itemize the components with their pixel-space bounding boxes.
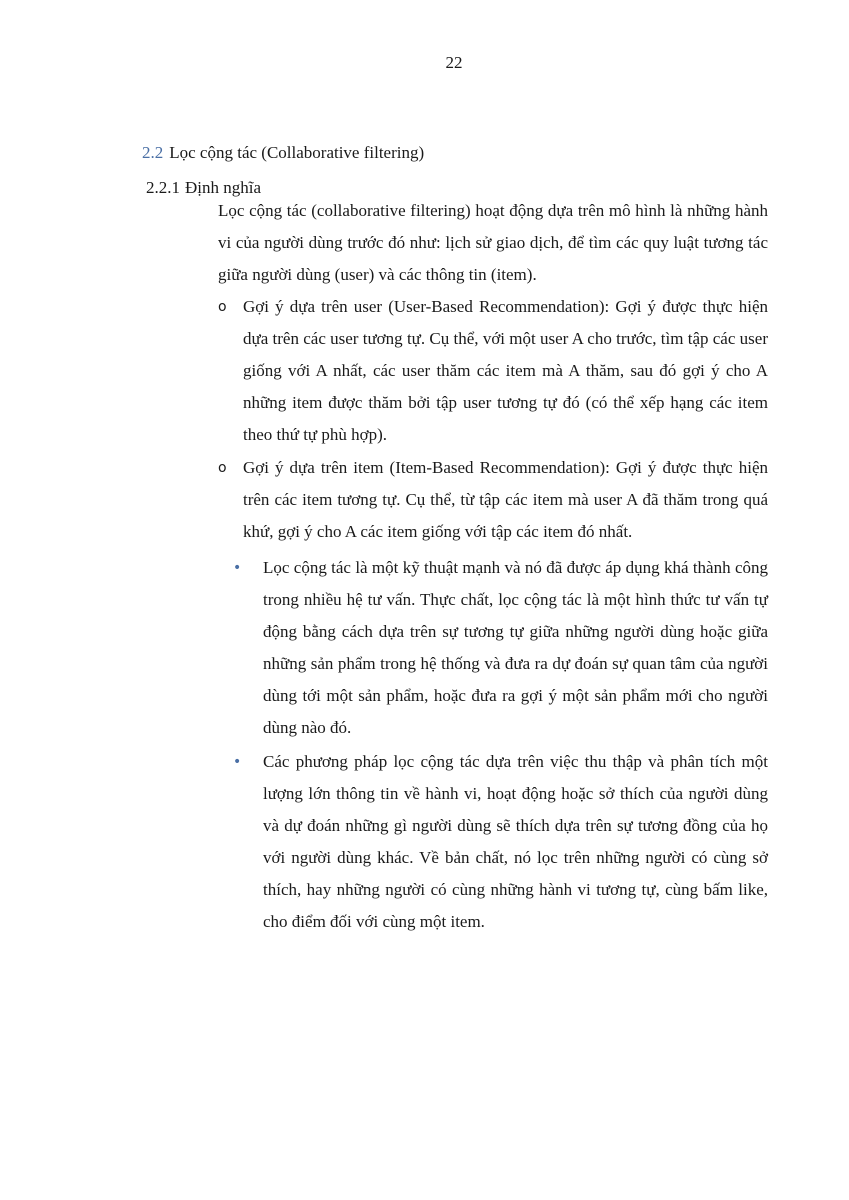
list-item-text: Gợi ý dựa trên user (User-Based Recommendation): Gợi ý được thực hiện dựa trên các user tương tự. Cụ thể, với một user A cho trước, tìm tập các user giống với A nhất, các user thăm các item mà A thăm, sau đó gợi ý cho A những item được thăm bởi tập user tương tự đó (có thể xếp hạng các item theo thứ tự phù hợp).	[243, 297, 768, 444]
bullet-item-technique	[233, 552, 768, 744]
intro-paragraph: Lọc cộng tác (collaborative filtering) hoạt động dựa trên mô hình là những hành vi của người dùng trước đó như: lịch sử giao dịch, để tìm các quy luật tương tác giữa người dùng (user) và các thông tin (item).	[218, 201, 768, 284]
subsection-number: 2.2.1	[146, 178, 180, 197]
subsection-title: Định nghĩa	[185, 178, 262, 197]
list-item-text: Gợi ý dựa trên item (Item-Based Recommendation): Gợi ý được thực hiện trên các item tương tự. Cụ thể, từ tập các item mà user A đã thăm trong quá khứ, gợi ý cho A các item giống với tập các item đó nhất.	[243, 458, 768, 541]
page-number: 22	[445, 53, 463, 72]
section-heading	[142, 143, 424, 163]
dot-bullet-icon: •	[233, 754, 242, 770]
dot-bullet-icon: •	[233, 560, 242, 576]
bullet-item-text: Lọc cộng tác là một kỹ thuật mạnh và nó đã được áp dụng khá thành công trong nhiều hệ tư vấn. Thực chất, lọc cộng tác là một hình thức tư vấn tự động bằng cách dựa trên sự tương tự giữa những người dùng hoặc giữa những sản phẩm trong hệ thống và đưa ra dự đoán sự quan tâm của người dùng tới một sản phẩm, hoặc đưa ra gợi ý một sản phẩm mới cho người dùng nào đó.	[263, 558, 768, 737]
hollow-circle-bullet-icon: o	[218, 460, 227, 476]
section-number: 2.2	[142, 143, 164, 162]
list-item-item-based	[218, 452, 768, 548]
bullet-item-methods	[233, 746, 768, 938]
bullet-item-text: Các phương pháp lọc cộng tác dựa trên việc thu thập và phân tích một lượng lớn thông tin về hành vi, hoạt động hoặc sở thích của người dùng và dự đoán những gì người dùng sẽ thích dựa trên sự tương đồng của họ với người dùng khác. Về bản chất, nó lọc trên những người có cùng sở thích, hay những người có cùng những hành vi tương tự, cùng bấm like, cho điểm đối với cùng một item.	[263, 752, 768, 931]
list-item-user-based	[218, 291, 768, 451]
hollow-circle-bullet-icon: o	[218, 299, 227, 315]
section-title: Lọc cộng tác (Collaborative filtering)	[169, 143, 425, 162]
